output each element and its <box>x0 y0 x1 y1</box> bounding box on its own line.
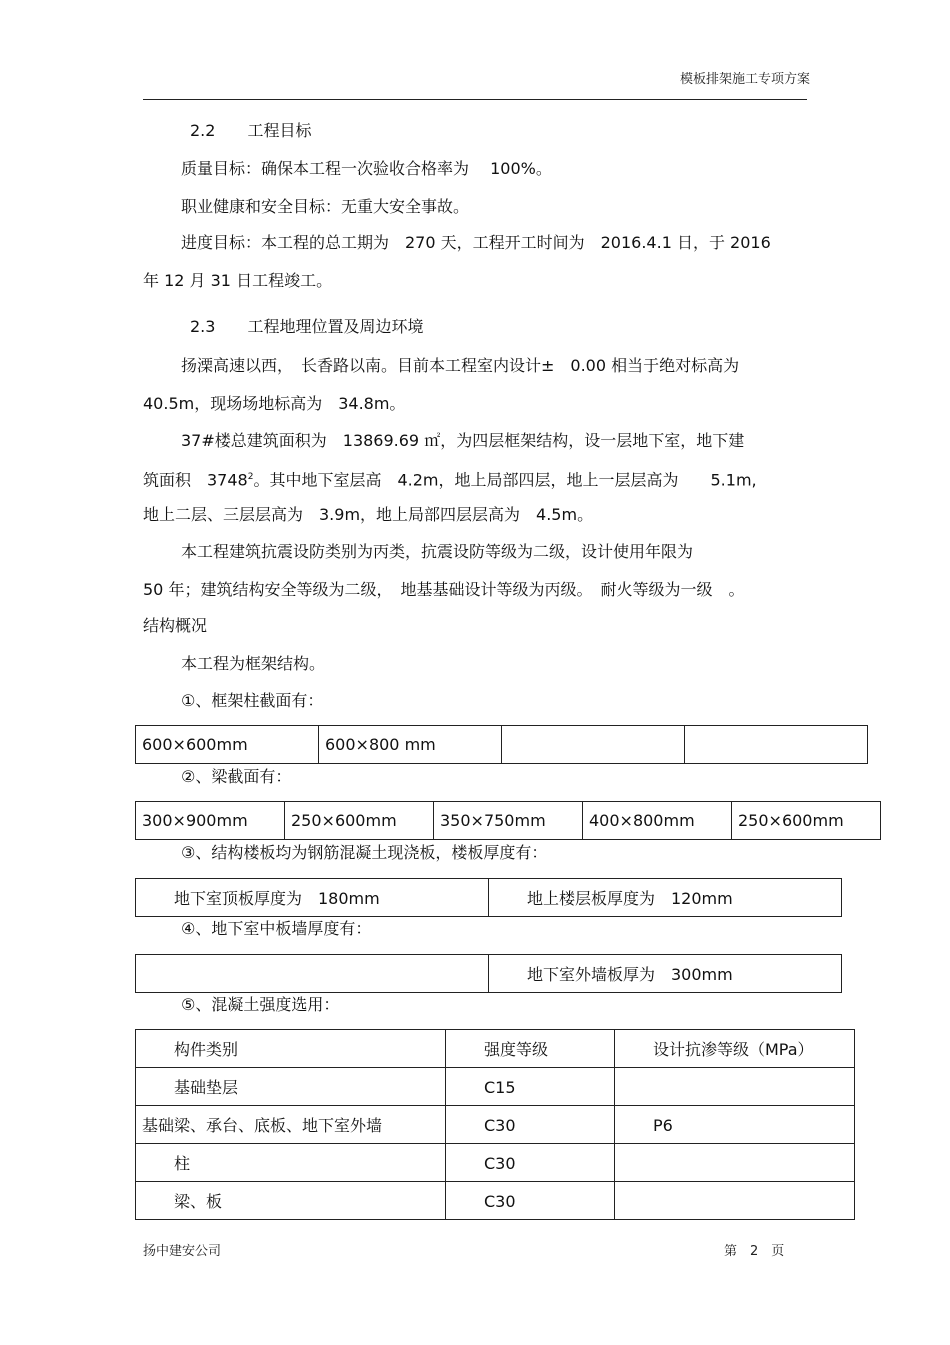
table-cell: 400×800mm <box>583 802 732 840</box>
floor-heights-line: 地上二层、三层层高为 3.9m，地上局部四层层高为 4.5m。 <box>143 505 594 524</box>
section-2-2-heading: 2.2 工程目标 <box>190 121 312 140</box>
seismic-line2: 50 年；建筑结构安全等级为二级， 地基基础设计等级为丙级。 耐火等级为一级 。 <box>143 580 745 599</box>
concrete-grade-table <box>135 1029 855 1220</box>
seismic-line1: 本工程建筑抗震设防类别为丙类，抗震设防等级为二级，设计使用年限为 <box>181 542 694 561</box>
table-cell: 地上楼层板厚度为 120mm <box>489 879 842 917</box>
quality-goal: 质量目标：确保本工程一次验收合格率为 100%。 <box>181 159 552 178</box>
table-cell: 基础垫层 <box>136 1068 446 1106</box>
table-cell: 基础梁、承台、底板、地下室外墙 <box>136 1106 446 1144</box>
table-cell <box>615 1068 855 1106</box>
table-cell: C30 <box>446 1106 615 1144</box>
table-cell: 250×600mm <box>732 802 881 840</box>
column-sections-label: ①、框架柱截面有： <box>181 691 324 710</box>
location-line1: 扬溧高速以西， 长香路以南。目前本工程室内设计± 0.00 相当于绝对标高为 <box>181 356 740 375</box>
slab-thickness-label: ③、结构楼板均为钢筋混凝土现浇板，楼板厚度有： <box>181 843 548 862</box>
wall-thickness-label: ④、地下室中板墙厚度有： <box>181 919 372 938</box>
table-row <box>136 1106 855 1144</box>
table-cell <box>615 1144 855 1182</box>
table-header-cell: 构件类别 <box>136 1030 446 1068</box>
footer-company: 扬中建安公司 <box>143 1244 222 1259</box>
beam-sections-label: ②、梁截面有： <box>181 767 292 786</box>
location-line2: 40.5m，现场场地标高为 34.8m。 <box>143 394 406 413</box>
table-row <box>136 1182 855 1220</box>
table-cell <box>502 726 685 764</box>
safety-goal: 职业健康和安全目标：无重大安全事故。 <box>181 197 470 216</box>
slab-thickness-table <box>135 878 842 917</box>
table-cell: 柱 <box>136 1144 446 1182</box>
wall-thickness-table <box>135 954 842 993</box>
table-header-cell: 强度等级 <box>446 1030 615 1068</box>
table-cell: C15 <box>446 1068 615 1106</box>
table-cell: P6 <box>615 1106 855 1144</box>
table-cell: 地下室顶板厚度为 180mm <box>136 879 489 917</box>
header-title: 模板排架施工专项方案 <box>679 72 810 87</box>
area-line2-start: 筑面积 3748 <box>143 470 248 490</box>
column-sections-table <box>135 725 868 764</box>
table-cell: C30 <box>446 1144 615 1182</box>
table-cell: 350×750mm <box>434 802 583 840</box>
area-superscript: 2 <box>247 472 254 482</box>
structure-type: 本工程为框架结构。 <box>181 654 326 673</box>
footer-page-number: 第 2 页 <box>724 1244 785 1259</box>
table-cell <box>615 1182 855 1220</box>
table-cell: 梁、板 <box>136 1182 446 1220</box>
table-cell <box>685 726 868 764</box>
table-row <box>136 1068 855 1106</box>
schedule-goal-line2: 年 12 月 31 日工程竣工。 <box>143 271 333 290</box>
table-cell: 600×800 mm <box>319 726 502 764</box>
structure-overview-heading: 结构概况 <box>143 616 208 635</box>
area-line1: 37#楼总建筑面积为 13869.69 ㎡，为四层框架结构，设一层地下室，地下建 <box>181 431 745 450</box>
section-2-3-heading: 2.3 工程地理位置及周边环境 <box>190 317 424 336</box>
table-cell: 300×900mm <box>136 802 285 840</box>
beam-sections-table <box>135 801 881 840</box>
table-cell: C30 <box>446 1182 615 1220</box>
table-cell <box>136 955 489 993</box>
table-cell: 地下室外墙板厚为 300mm <box>489 955 842 993</box>
table-cell: 600×600mm <box>136 726 319 764</box>
area-line2-end: 。其中地下室层高 4.2m，地上局部四层，地上一层层高为 5.1m, <box>253 470 757 490</box>
area-line2 <box>143 467 757 490</box>
header-rule <box>143 99 807 100</box>
concrete-grade-label: ⑤、混凝土强度选用： <box>181 995 340 1014</box>
schedule-goal-line1: 进度目标：本工程的总工期为 270 天，工程开工时间为 2016.4.1 日，于 2016 <box>181 233 771 252</box>
table-cell: 250×600mm <box>285 802 434 840</box>
table-row <box>136 1144 855 1182</box>
table-header-cell: 设计抗渗等级（MPa） <box>615 1030 855 1068</box>
